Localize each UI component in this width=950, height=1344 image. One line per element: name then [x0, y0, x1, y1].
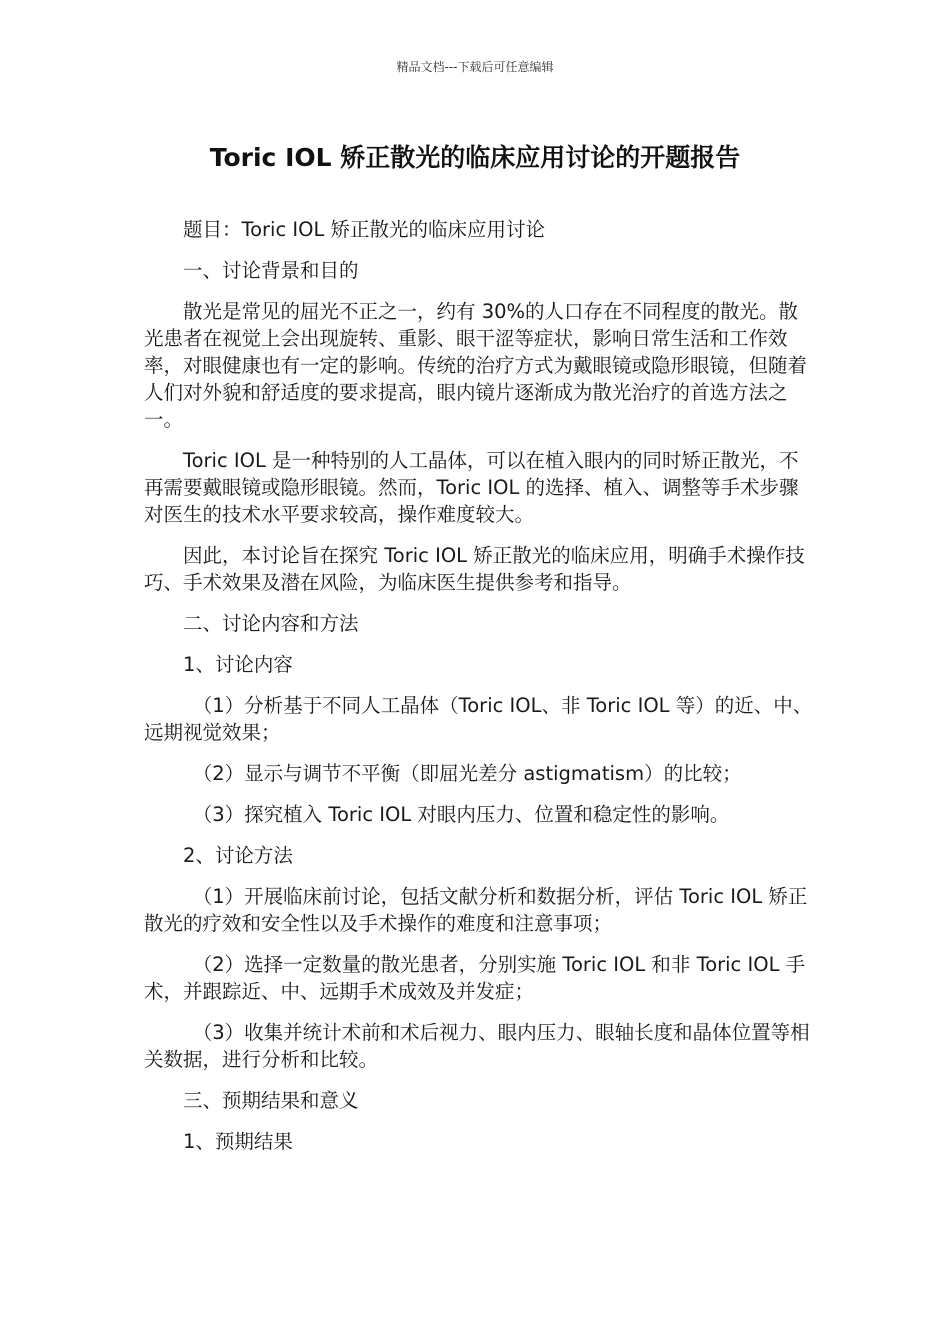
content-item-1: （1）分析基于不同人工晶体（Toric IOL、非 Toric IOL 等）的近、中、远期视觉效果； — [144, 694, 813, 744]
method-item-1: （1）开展临床前讨论，包括文献分析和数据分析，评估 Toric IOL 矫正散光的疗效和安全性以及手术操作的难度和注意事项； — [144, 885, 808, 935]
subheading-method: 2、讨论方法 — [183, 844, 293, 867]
paragraph-toric-intro: Toric IOL 是一种特别的人工晶体，可以在植入眼内的同时矫正散光，不再需要戴眼镜或隐形眼镜。然而，Toric IOL 的选择、植入、调整等手术步骤对医生的技术水平要求较高，操作难度较大。 — [144, 449, 799, 526]
document-body — [144, 216, 814, 1169]
paragraph-purpose: 因此，本讨论旨在探究 Toric IOL 矫正散光的临床应用，明确手术操作技巧、手术效果及潜在风险，为临床医生提供参考和指导。 — [144, 544, 805, 594]
section-heading-3: 三、预期结果和意义 — [183, 1089, 359, 1112]
section-heading-1: 一、讨论背景和目的 — [183, 259, 359, 282]
subheading-expected: 1、预期结果 — [183, 1130, 293, 1153]
subheading-content: 1、讨论内容 — [183, 653, 293, 676]
method-item-3: （3）收集并统计术前和术后视力、眼内压力、眼轴长度和晶体位置等相关数据，进行分析和比较。 — [144, 1021, 810, 1071]
content-item-3: （3）探究植入 Toric IOL 对眼内压力、位置和稳定性的影响。 — [192, 803, 730, 826]
paragraph-background: 散光是常见的屈光不正之一，约有 30%的人口存在不同程度的散光。散光患者在视觉上会出现旋转、重影、眼干涩等症状，影响日常生活和工作效率，对眼健康也有一定的影响。传统的治疗方式为戴眼镜或隐形眼镜，但随着人们对外貌和舒适度的要求提高，眼内镜片逐渐成为散光治疗的首选方法之一。 — [144, 300, 808, 431]
method-item-2: （2）选择一定数量的散光患者，分别实施 Toric IOL 和非 Toric IOL 手术，并跟踪近、中、远期手术成效及并发症； — [144, 953, 806, 1003]
content-item-2: （2）显示与调节不平衡（即屈光差分 astigmatism）的比较； — [192, 762, 742, 785]
page-title: Toric IOL 矫正散光的临床应用讨论的开题报告 — [209, 143, 741, 172]
subject-line: 题目：Toric IOL 矫正散光的临床应用讨论 — [183, 218, 546, 241]
header-note: 精品文档---下载后可任意编辑 — [396, 60, 554, 74]
section-heading-2: 二、讨论内容和方法 — [183, 612, 359, 635]
